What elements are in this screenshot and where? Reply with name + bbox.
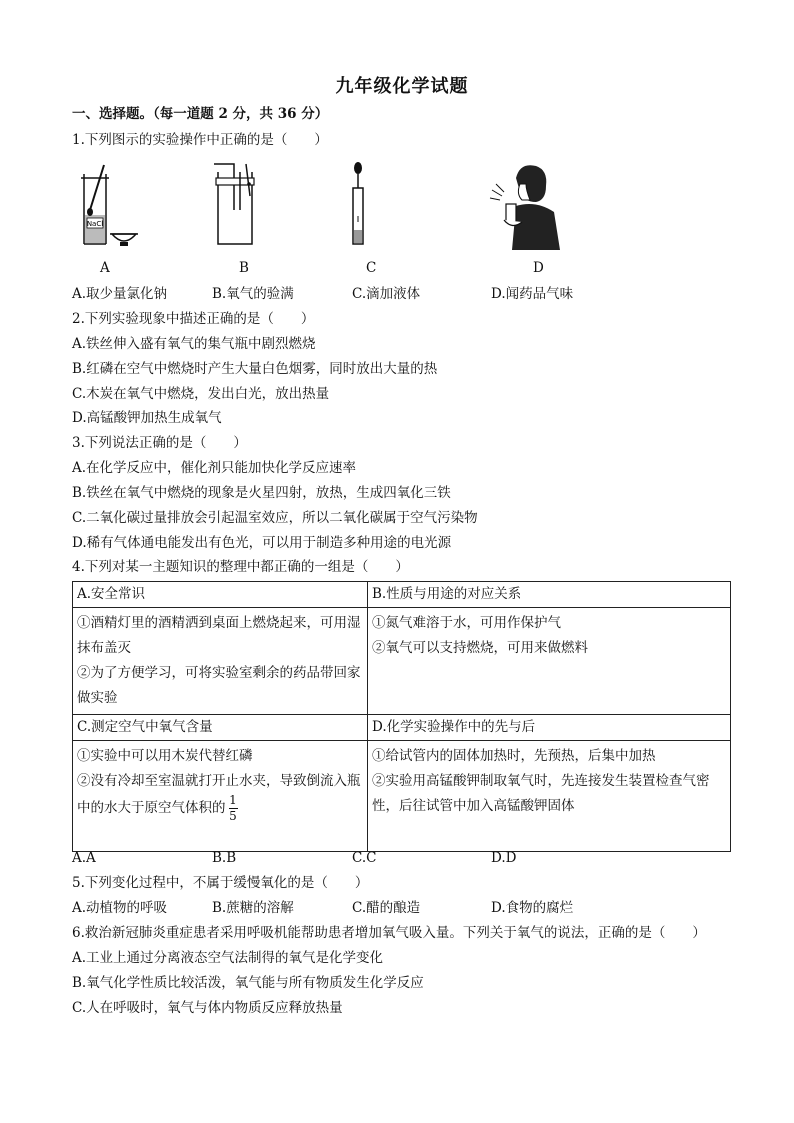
cell-c-body <box>73 741 368 852</box>
cell-b-item-1: ①氮气难溶于水，可用作保护气 <box>372 615 561 631</box>
cell-b-head: B.性质与用途的对应关系 <box>368 582 731 608</box>
figure-a-reagent-bottle <box>72 160 142 252</box>
figure-label-a: A <box>100 260 110 276</box>
cell-a-item-1: ①酒精灯里的酒精洒到桌面上燃烧起来，可用湿抹布盖灭 <box>77 615 361 656</box>
q1-option-d: D.闻药品气味 <box>491 286 574 302</box>
q3-option-a: A.在化学反应中，催化剂只能加快化学反应速率 <box>72 460 357 476</box>
bottle-label-text: NaCl <box>86 220 104 228</box>
q5-option-b: B.蔗糖的溶解 <box>212 900 294 916</box>
q4-table <box>72 581 731 852</box>
cell-a-body <box>73 608 368 715</box>
fraction-denominator: 5 <box>229 809 237 823</box>
q4-option-d: D.D <box>491 850 517 866</box>
cell-b-body <box>368 608 731 715</box>
cell-c-item-1: ①实验中可以用木炭代替红磷 <box>77 748 253 764</box>
q2-option-a: A.铁丝伸入盛有氧气的集气瓶中剧烈燃烧 <box>72 336 316 352</box>
q4-option-b: B.B <box>212 850 237 866</box>
q2-option-b: B.红磷在空气中燃烧时产生大量白色烟雾，同时放出大量的热 <box>72 361 438 377</box>
cell-d-item-2: ②实验用高锰酸钾制取氧气时，先连接发生装置检查气密性，后往试管中加入高锰酸钾固体 <box>372 773 710 814</box>
q2-option-c: C.木炭在氧气中燃烧，发出白光，放出热量 <box>72 386 330 402</box>
cell-d-body <box>368 741 731 852</box>
page-title: 九年级化学试题 <box>335 76 469 97</box>
q2-option-d: D.高锰酸钾加热生成氧气 <box>72 410 222 426</box>
question-4-stem: 4.下列对某一主题知识的整理中都正确的一组是（ ） <box>72 559 409 575</box>
q3-option-b: B.铁丝在氧气中燃烧的现象是火星四射，放热，生成四氧化三铁 <box>72 485 451 501</box>
figure-c-dropper <box>344 160 374 252</box>
q4-option-a: A.A <box>72 850 96 866</box>
figure-label-b: B <box>239 260 249 276</box>
q1-option-a: A.取少量氯化钠 <box>72 286 168 302</box>
figure-label-d: D <box>533 260 544 276</box>
question-1-stem: 1.下列图示的实验操作中正确的是（ ） <box>72 132 328 148</box>
q6-option-c: C.人在呼吸时，氧气与体内物质反应释放热量 <box>72 1000 343 1016</box>
cell-d-item-1: ①给试管内的固体加热时，先预热，后集中加热 <box>372 748 656 764</box>
cell-b-item-2: ②氧气可以支持燃烧，可用来做燃料 <box>372 640 588 656</box>
figure-b-gas-bottle <box>210 160 270 252</box>
section-heading: 一、选择题。（每一道题 2 分，共 36 分） <box>72 106 329 122</box>
q1-option-c: C.滴加液体 <box>352 286 421 302</box>
q6-option-a: A.工业上通过分离液态空气法制得的氧气是化学变化 <box>72 950 384 966</box>
cell-c-head: C.测定空气中氧气含量 <box>73 715 368 741</box>
question-5-stem: 5.下列变化过程中，不属于缓慢氧化的是（ ） <box>72 875 369 891</box>
q4-option-c: C.C <box>352 850 377 866</box>
cell-d-head: D.化学实验操作中的先与后 <box>368 715 731 741</box>
fraction-numerator: 1 <box>229 793 237 807</box>
question-3-stem: 3.下列说法正确的是（ ） <box>72 435 247 451</box>
q5-option-a: A.动植物的呼吸 <box>72 900 168 916</box>
q1-option-b: B.氧气的验满 <box>212 286 294 302</box>
question-2-stem: 2.下列实验现象中描述正确的是（ ） <box>72 311 315 327</box>
cell-c-item-2 <box>77 769 363 823</box>
q3-option-c: C.二氧化碳过量排放会引起温室效应，所以二氧化碳属于空气污染物 <box>72 510 478 526</box>
fraction-one-fifth <box>229 794 238 823</box>
q6-option-b: B.氧气化学性质比较活泼，氧气能与所有物质发生化学反应 <box>72 975 424 991</box>
figure-label-c: C <box>366 260 377 276</box>
cell-c-item-2-text: ②没有冷却至室温就打开止水夹，导致倒流入瓶中的水大于原空气体积的 <box>77 773 361 816</box>
figure-d-smelling <box>486 160 562 252</box>
q5-option-d: D.食物的腐烂 <box>491 900 574 916</box>
cell-a-head: A.安全常识 <box>73 582 368 608</box>
q5-option-c: C.醋的酿造 <box>352 900 421 916</box>
question-6-stem: 6.救治新冠肺炎重症患者采用呼吸机能帮助患者增加氧气吸入量。下列关于氧气的说法，正确的是（ ） <box>72 925 706 941</box>
cell-a-item-2: ②为了方便学习，可将实验室剩余的药品带回家做实验 <box>77 665 361 706</box>
q3-option-d: D.稀有气体通电能发出有色光，可以用于制造多种用途的电光源 <box>72 535 452 551</box>
